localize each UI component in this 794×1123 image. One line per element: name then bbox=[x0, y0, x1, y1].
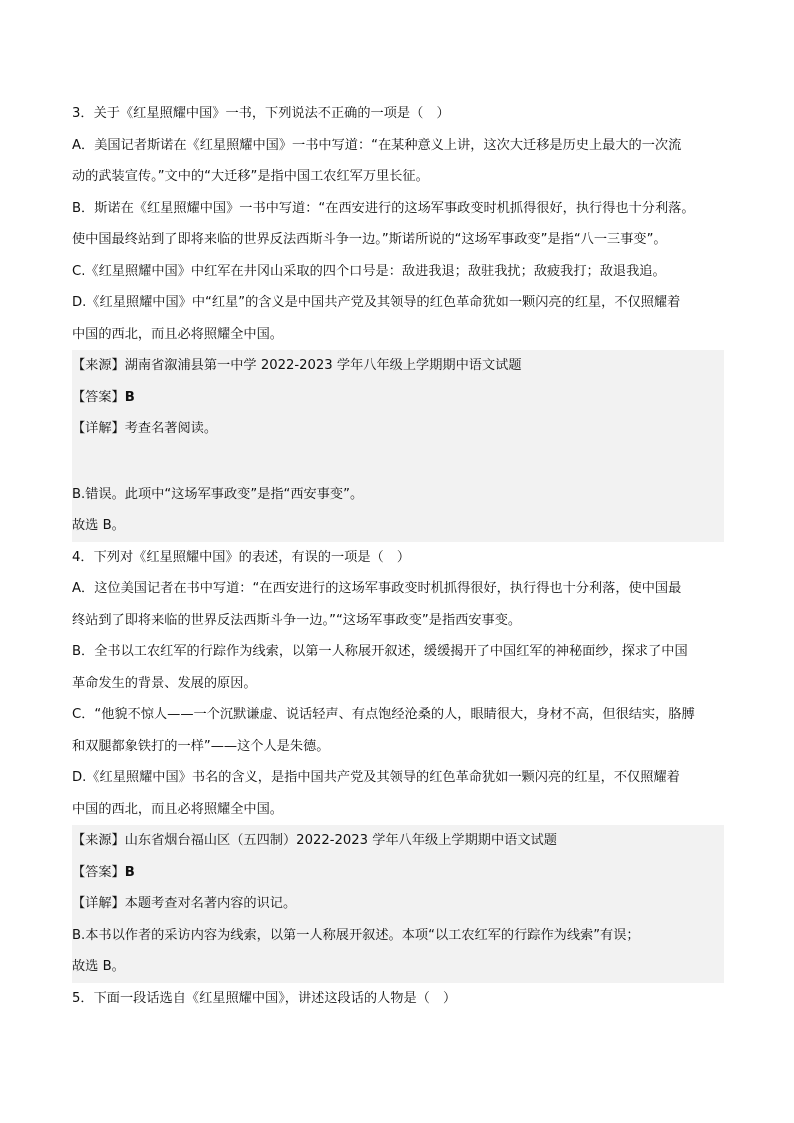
source-tag: 【来源】 bbox=[72, 833, 125, 848]
q3-option-b-line1: B．斯诺在《红星照耀中国》一书中写道：“在西安进行的这场军事政变时机抓得很好，执行得也十分利落。 bbox=[72, 200, 695, 216]
q4-option-a-line1: A．这位美国记者在书中写道：“在西安进行的这场军事政变时机抓得很好，执行得也十分利落，使中国最 bbox=[72, 581, 682, 596]
q3-source bbox=[72, 350, 724, 382]
q4-source bbox=[72, 825, 724, 857]
q4-stem: 4．下列对《红星照耀中国》的表述，有误的一项是（ ） bbox=[72, 549, 411, 565]
q4-detail bbox=[72, 888, 724, 920]
answer-value: B bbox=[124, 864, 135, 880]
detail-tag: 【详解】 bbox=[72, 896, 125, 911]
q3-detail bbox=[72, 413, 724, 445]
answer-value: B bbox=[124, 389, 135, 405]
q3-option-b-line2: 使中国最终站到了即将来临的世界反法西斯斗争一边。”斯诺所说的“这场军事政变”是指“八一三事变”。 bbox=[72, 232, 667, 247]
source-text: 山东省烟台福山区（五四制）2022-2023 学年八年级上学期期中语文试题 bbox=[124, 833, 557, 848]
q4-option-a-line2: 终站到了即将来临的世界反法西斯斗争一边。”“这场军事政变”是指西安事变。 bbox=[72, 612, 522, 628]
q3-option-d-line2: 中国的西北，而且必将照耀全中国。 bbox=[72, 326, 283, 342]
q4-answer-block bbox=[72, 825, 724, 983]
source-tag: 【来源】 bbox=[72, 358, 125, 373]
q4-explain: B.本书以作者的采访内容为线索，以第一人称展开叙述。本项“以工农红军的行踪作为线索”有误； bbox=[72, 927, 640, 943]
q3-answer-block bbox=[72, 350, 724, 542]
q3-explain: B.错误。此项中“这场军事政变”是指“西安事变”。 bbox=[72, 486, 364, 502]
q4-choose: 故选 B。 bbox=[72, 959, 125, 974]
q4-option-d-line1: D.《红星照耀中国》书名的含义，是指中国共产党及其领导的红色革命犹如一颗闪亮的红星，不仅照耀着 bbox=[72, 770, 680, 785]
q3-option-a-line1: A．美国记者斯诺在《红星照耀中国》一书中写道：“在某种意义上讲，这次大迁移是历史上最大的一次流 bbox=[72, 137, 682, 153]
q4-answer bbox=[72, 857, 724, 889]
q3-option-a-line2: 动的武装宣传。”文中的“大迁移”是指中国工农红军万里长征。 bbox=[72, 169, 429, 184]
source-text: 湖南省溆浦县第一中学 2022-2023 学年八年级上学期期中语文试题 bbox=[124, 358, 522, 373]
document-page bbox=[72, 98, 724, 1014]
q3-answer bbox=[72, 382, 724, 414]
q4-option-b-line1: B．全书以工农红军的行踪作为线索，以第一人称展开叙述，缓缓揭开了中国红军的神秘面纱，探求了中国 bbox=[72, 644, 688, 659]
detail-text: 考查名著阅读。 bbox=[124, 421, 218, 436]
q3-option-d-line1: D.《红星照耀中国》中“红星”的含义是中国共产党及其领导的红色革命犹如一颗闪亮的红星，不仅照耀着 bbox=[72, 295, 681, 310]
answer-tag: 【答案】 bbox=[72, 864, 125, 880]
q4-option-b-line2: 革命发生的背景、发展的原因。 bbox=[72, 675, 257, 691]
answer-tag: 【答案】 bbox=[72, 389, 125, 405]
q3-choose: 故选 B。 bbox=[72, 518, 125, 533]
q3-blank-gap bbox=[72, 445, 724, 479]
q3-option-c: C.《红星照耀中国》中红军在井冈山采取的四个口号是：敌进我退；敌驻我扰；敌疲我打；敌退我追。 bbox=[72, 263, 666, 279]
detail-text: 本题考查对名著内容的识记。 bbox=[124, 896, 297, 911]
q5-stem: 5．下面一段话选自《红星照耀中国》，讲述这段话的人物是（ ） bbox=[72, 990, 457, 1006]
q4-option-c-line2: 和双腿都象铁打的一样”——这个人是朱德。 bbox=[72, 738, 330, 754]
q3-stem: 3．关于《红星照耀中国》一书，下列说法不正确的一项是（ ） bbox=[72, 106, 450, 121]
q4-option-c-line1: C．“他貌不惊人——一个沉默谦虚、说话轻声、有点饱经沧桑的人，眼睛很大，身材不高，但很结实，胳膊 bbox=[72, 707, 695, 722]
detail-tag: 【详解】 bbox=[72, 421, 125, 436]
q4-option-d-line2: 中国的西北，而且必将照耀全中国。 bbox=[72, 801, 283, 817]
